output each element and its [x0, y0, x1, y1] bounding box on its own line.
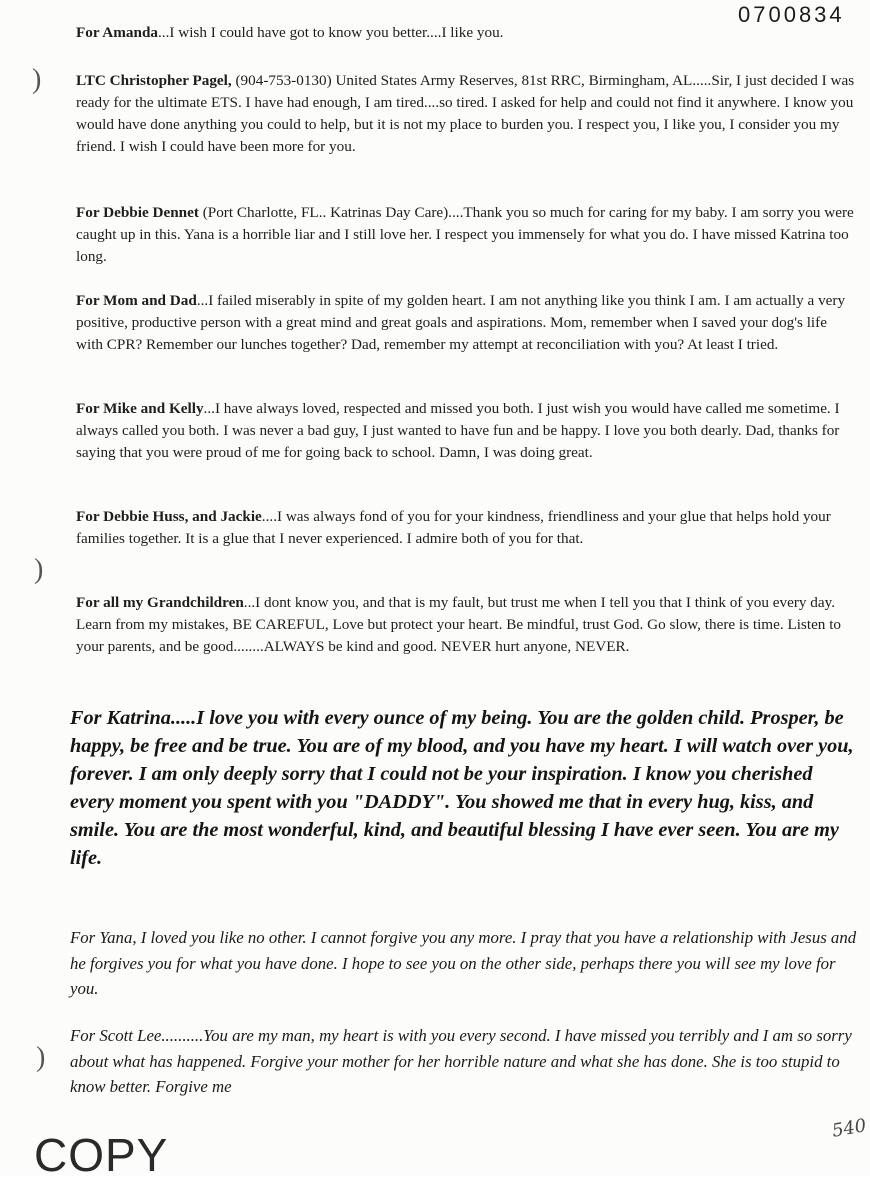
paragraph-lead: For Mike and Kelly [76, 400, 204, 417]
handwritten-page-note: 540 [830, 1115, 868, 1142]
binder-hole-mark: ) [32, 64, 42, 95]
binder-hole-mark: ) [34, 554, 44, 585]
paragraph-yana [70, 925, 860, 1002]
paragraph-body: For Scott Lee..........You are my man, my heart is with you every second. I have missed you terribly and I am so sorry about what has happened. Forgive your mother for her horrible nature and what she has done. She is too stupid to know better. Forgive me [70, 1026, 852, 1096]
paragraph-lead: LTC Christopher Pagel, [76, 72, 232, 89]
paragraph-lead: For Amanda [76, 24, 158, 41]
paragraph-amanda [76, 22, 856, 44]
document-number: 0700834 [738, 2, 845, 27]
paragraph-grandchildren [76, 592, 856, 658]
paragraph-body: ...I have always loved, respected and missed you both. I just wish you would have called me sometime. I always called you both. I was never a bad guy, I just wanted to have fun and be happy. I love you both dearly. Dad, thanks for saying that you were proud of me for going back to school. Damn, I was doing great. [76, 400, 840, 461]
paragraph-mom-and-dad [76, 290, 856, 356]
paragraph-body: (Port Charlotte, FL.. Katrinas Day Care)....Thank you so much for caring for my baby. I am sorry you were caught up in this. Yana is a horrible liar and I still love her. I respect you immensely for what you do. I have missed Katrina too long. [76, 204, 854, 265]
paragraph-lead: For Debbie Dennet [76, 204, 199, 221]
paragraph-body: For Yana, I loved you like no other. I cannot forgive you any more. I pray that you have a relationship with Jesus and he forgives you for what you have done. I hope to see you on the other side, perhaps there you will see my love for you. [70, 928, 857, 998]
paragraph-lead: For Mom and Dad [76, 292, 197, 309]
binder-hole-mark: ) [36, 1042, 46, 1073]
paragraph-body: (904-753-0130) United States Army Reserves, 81st RRC, Birmingham, AL.....Sir, I just decided I was ready for the ultimate ETS. I have had enough, I am tired....so tired. I asked for help and could not find it anywhere. I know you would have done anything you could to help, but it is not my place to burden you. I respect you, I like you, I consider you my friend. I wish I could have been more for you. [76, 72, 855, 155]
paragraph-body: For Katrina.....I love you with every ounce of my being. You are the golden child. Prosper, be happy, be free and be true. You are of my blood, and you have my heart. I will watch over you, forever. I am only deeply sorry that I could not be your inspiration. I know you cherished every moment you spent with you "DADDY". You showed me that in every hug, kiss, and smile. You are the most wonderful, kind, and beautiful blessing I have ever seen. You are my life. [70, 707, 854, 869]
paragraph-body: ...I wish I could have got to know you better....I like you. [158, 24, 504, 41]
paragraph-huss-and-jackie [76, 506, 856, 550]
paragraph-lead: For all my Grandchildren [76, 594, 244, 611]
paragraph-lead: For Debbie Huss, and Jackie [76, 508, 262, 525]
paragraph-dennet [76, 202, 856, 268]
paragraph-body: ...I dont know you, and that is my fault, but trust me when I tell you that I think of you every day. Learn from my mistakes, BE CAREFUL, Love but protect your heart. Be mindful, trust God. Go slow, there is time. Listen to your parents, and be good........ALWAYS be kind and good. NEVER hurt anyone, NEVER. [76, 594, 842, 655]
paragraph-body: ....I was always fond of you for your kindness, friendliness and your glue that helps hold your families together. It is a glue that I never experienced. I admire both of you for that. [76, 508, 831, 547]
paragraph-body: ...I failed miserably in spite of my golden heart. I am not anything like you think I am. I am actually a very positive, productive person with a great mind and great goals and aspirations. Mom, remember when I saved your dog's life with CPR? Remember our lunches together? Dad, remember my attempt at reconciliation with you? At least I tried. [76, 292, 846, 353]
copy-stamp: COPY [34, 1129, 169, 1181]
paragraph-scott-lee [70, 1023, 860, 1100]
paragraph-mike-and-kelly [76, 398, 856, 464]
paragraph-pagel [76, 70, 856, 158]
paragraph-katrina [70, 704, 860, 872]
